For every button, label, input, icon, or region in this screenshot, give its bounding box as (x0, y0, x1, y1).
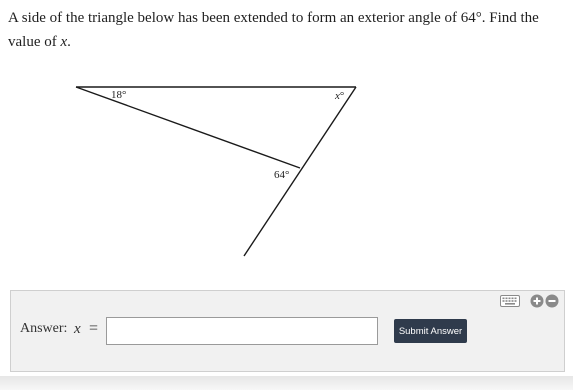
question-text-main: A side of the triangle below has been extended to form an exterior angle of 64°. Find the value of (8, 10, 539, 50)
angle-label-x (334, 90, 344, 102)
keyboard-icon[interactable] (500, 295, 520, 307)
minus-circle-icon[interactable] (545, 294, 559, 308)
answer-variable: x (74, 321, 81, 337)
answer-equals-sign: = (89, 320, 99, 337)
answer-label: Answer: (20, 321, 68, 336)
question-variable: x (60, 34, 68, 50)
angle-label-x-deg: ° (339, 90, 345, 102)
question-text-end: . (67, 34, 71, 50)
answer-input[interactable] (106, 317, 378, 345)
angle-label-64: 64° (274, 169, 290, 181)
plus-circle-icon[interactable] (530, 294, 544, 308)
angle-label-x-var: x (335, 90, 340, 102)
answer-panel (10, 290, 565, 372)
submit-answer-button[interactable]: Submit Answer (394, 319, 467, 343)
triangle-lower-side (76, 87, 300, 168)
panel-bottom-shadow (0, 376, 573, 390)
angle-label-18: 18° (111, 89, 127, 101)
triangle-extended-side (244, 87, 356, 256)
